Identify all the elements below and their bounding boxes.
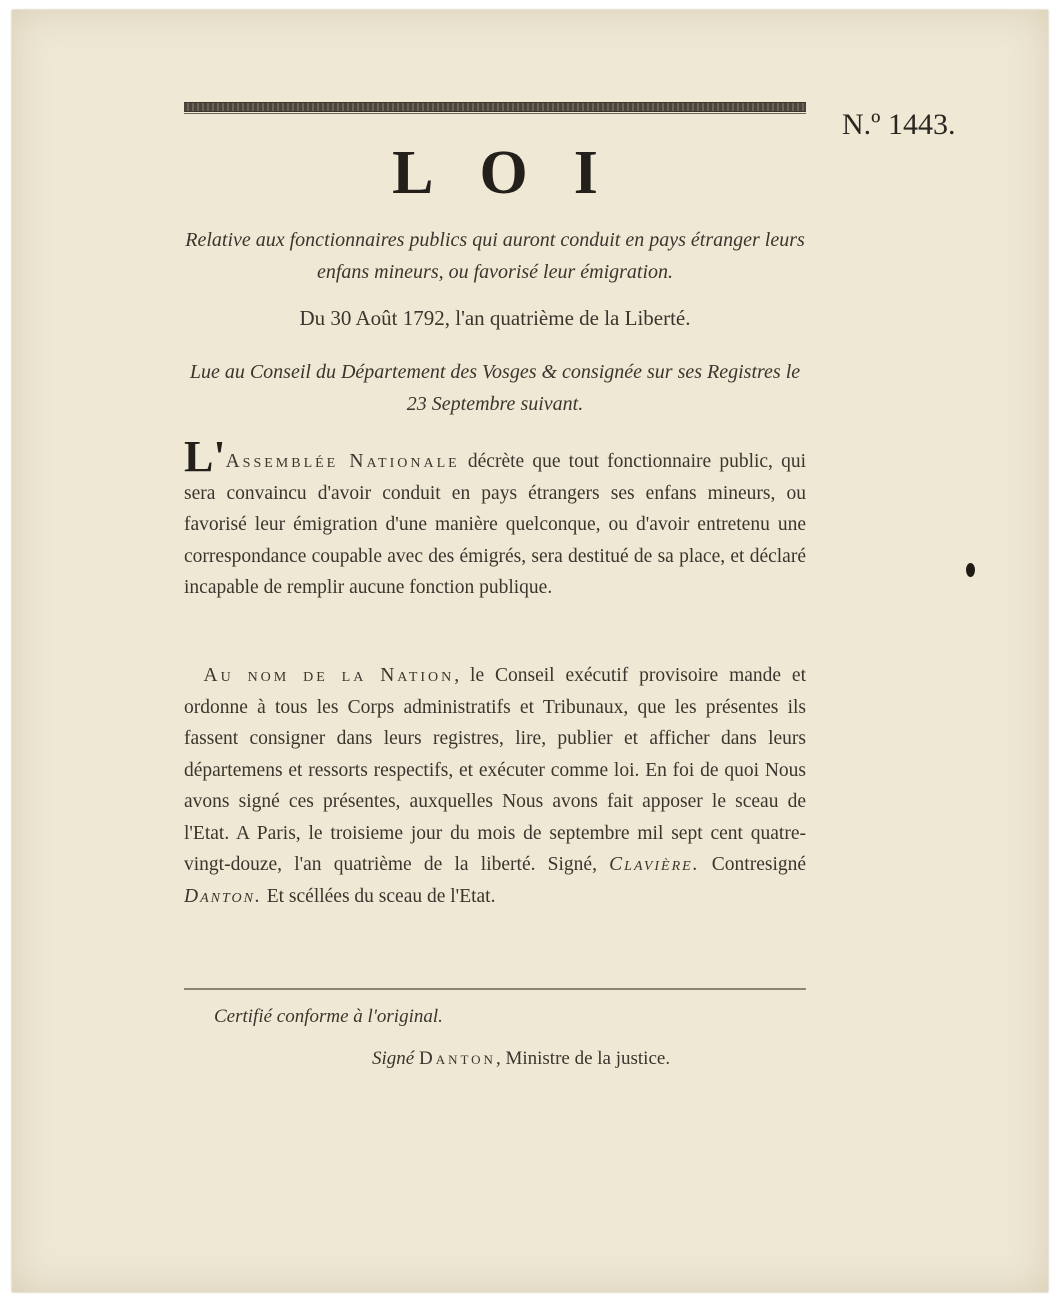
certification: Certifié conforme à l'original. [214,1006,443,1027]
ink-blot [966,563,975,577]
document-subtitle: Relative aux fonctionnaires publics qui auront conduit en pays étranger leurs enfans mineurs, ou favorisé leur émigration. [185,229,805,283]
decree-opening: Assemblée Nationale [225,451,460,472]
decree-paragraph [184,432,807,604]
signature-name: Danton [418,1048,496,1069]
signer-danton: Danton. [184,885,262,907]
signature-prefix: Signé [372,1048,415,1069]
decree-text: décrète que tout fonctionnaire public, qui sera convaincu d'avoir conduit en pays étrangers ses enfans mineurs, ou favorisé leur émigration d'une manière quelconque, ou d'avoir entretenu une correspondance coupable avec des émigrés, sera destitué de sa place, et déclaré incapable de remplir aucune fonction publique. [184,451,807,598]
document-title: LOI [392,139,644,207]
signature-line [372,1048,670,1070]
promulgation-opening: Au nom de la Nation [203,665,455,686]
countersign-label: Contresigné [711,854,807,875]
promulgation-paragraph [184,660,806,912]
signer-claviere: Clavière. [609,854,700,875]
date-line: Du 30 Août 1792, l'an quatrième de la Liberté. [299,306,691,330]
read-line: Lue au Conseil du Département des Vosges & consignée sur ses Registres le 23 Septembre suivant. [189,361,801,415]
header-rule [184,102,806,112]
footer-rule [184,988,806,990]
promulgation-text: , le Conseil exécutif provisoire mande et ordonne à tous les Corps administratifs et Tribunaux, que les présentes ils fassent consigner dans leurs registres, lire, publier et afficher dans leurs départemens et ressorts respectifs, et exécuter comme loi. En foi de quoi Nous avons signé ces présentes, auxquelles Nous avons fait apposer le sceau de l'Etat. A Paris, le troisieme jour du mois de septembre mil sept cent quatre-vingt-douze, l'an quatrième de la liberté. Signé, [184,665,806,875]
header-rule-thin [184,113,806,114]
document-number: N.º 1443. [842,108,956,141]
dropcap: L' [184,432,226,481]
promulgation-closing: Et scéllées du sceau de l'Etat. [266,885,496,907]
document-page [12,10,1048,1292]
signature-title: , Ministre de la justice. [495,1048,671,1069]
